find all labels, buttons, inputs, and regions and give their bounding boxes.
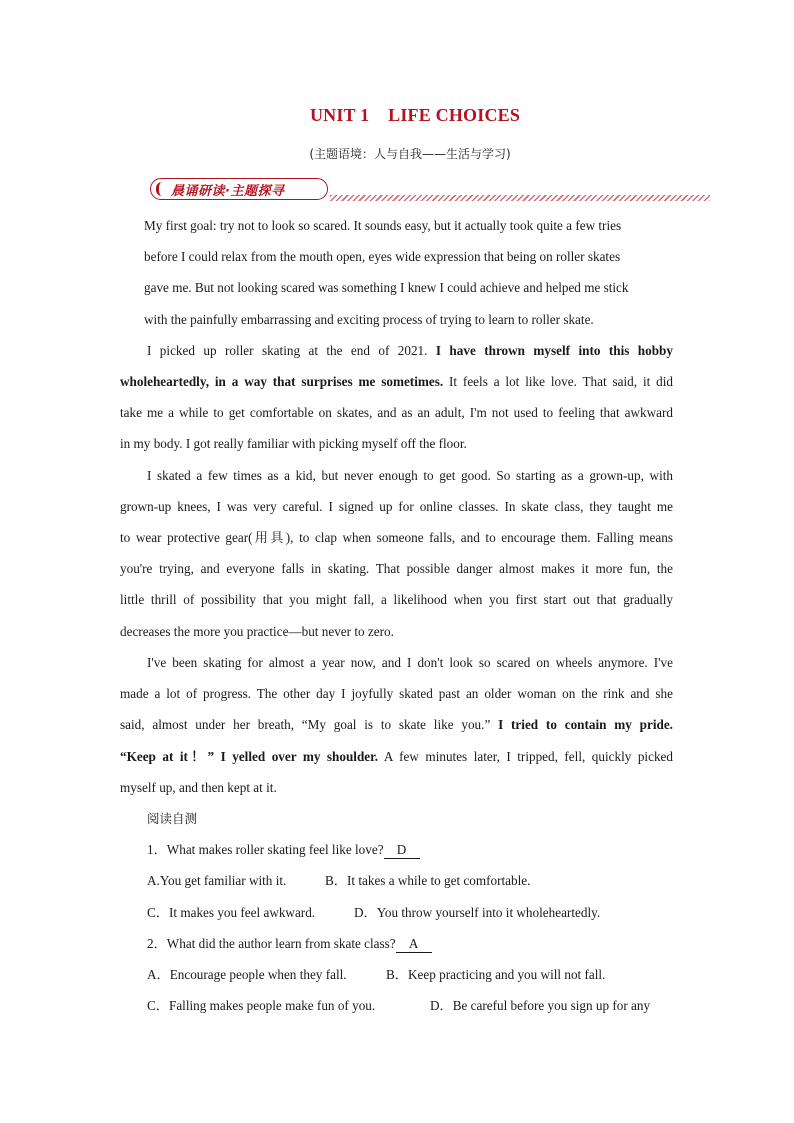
plain-text: A few minutes later, I tripped, fell, quickly picked xyxy=(378,749,673,764)
question-1 xyxy=(147,840,420,860)
section-banner-label: 晨诵研读·主题探寻 xyxy=(171,184,285,199)
paragraph-line xyxy=(120,747,673,767)
paragraph-line: before I could relax from the mouth open, eyes wide expression that being on roller skates xyxy=(144,249,621,264)
paragraph-line: you're trying, and everyone falls in skating. That possible danger almost makes it more fun, the xyxy=(120,561,673,576)
unit-title: UNIT 1 LIFE CHOICES xyxy=(309,105,521,125)
option-a: A．Encourage people when they fall. xyxy=(147,967,347,982)
paragraph-line: myself up, and then kept at it. xyxy=(120,780,277,795)
option-d: D．Be careful before you sign up for any xyxy=(430,998,651,1013)
paragraph-line xyxy=(120,372,673,392)
plain-text: It feels a lot like love. That said, it did xyxy=(443,374,673,389)
bold-text: I tried to contain my pride. xyxy=(498,717,673,732)
paragraph-line: little thrill of possibility that you might fall, a likelihood when you first start out that gradually xyxy=(120,592,673,607)
paragraph-line: I've been skating for almost a year now, and I don't look so scared on wheels anymore. I've xyxy=(147,655,673,670)
paragraph-line: to wear protective gear(用具), to clap when someone falls, and to encourage them. Falling means xyxy=(120,530,673,545)
option-d: D．You throw yourself into it wholeheartedly. xyxy=(354,905,601,920)
question-stem: 2．What did the author learn from skate class? xyxy=(147,936,396,951)
paragraph-line: gave me. But not looking scared was something I knew I could achieve and helped me stick xyxy=(144,280,629,295)
answer-blank: A xyxy=(396,936,432,953)
option-c: C．Falling makes people make fun of you. xyxy=(147,998,376,1013)
banner-hatch-rule xyxy=(330,195,710,201)
paragraph-line: decreases the more you practice—but never to zero. xyxy=(120,624,394,639)
option-c: C．It makes you feel awkward. xyxy=(147,905,316,920)
option-b: B．Keep practicing and you will not fall. xyxy=(386,967,606,982)
theme-context-subtitle: (主题语境：人与自我——生活与学习) xyxy=(309,147,511,161)
paragraph-line: I skated a few times as a kid, but never enough to get good. So starting as a grown-up, with xyxy=(147,468,673,483)
plain-text: said, almost under her breath, “My goal is to skate like you.” xyxy=(120,717,499,732)
paragraph-line xyxy=(120,715,673,735)
paragraph-line: with the painfully embarrassing and exciting process of trying to learn to roller skate. xyxy=(144,312,594,327)
paragraph-line: grown-up knees, I was very careful. I signed up for online classes. In skate class, they taught me xyxy=(120,499,673,514)
paragraph-line: My first goal: try not to look so scared. It sounds easy, but it actually took quite a few tries xyxy=(144,218,622,233)
option-b: B．It takes a while to get comfortable. xyxy=(325,873,531,888)
bold-text: “Keep at it！” I yelled over my shoulder. xyxy=(120,749,379,764)
plain-text: I picked up roller skating at the end of 2021. xyxy=(147,343,436,358)
bold-text: wholeheartedly, in a way that surprises me sometimes. xyxy=(120,374,444,389)
bold-text: I have thrown myself into this hobby xyxy=(435,343,673,358)
option-a: A.You get familiar with it. xyxy=(147,873,287,888)
banner-pill-shape xyxy=(150,178,328,200)
banner-bracket-icon xyxy=(156,182,169,196)
paragraph-line xyxy=(147,341,673,361)
question-stem: 1．What makes roller skating feel like love? xyxy=(147,842,384,857)
section-banner xyxy=(150,178,710,204)
quiz-heading: 阅读自测 xyxy=(147,811,198,826)
paragraph-line: in my body. I got really familiar with picking myself off the floor. xyxy=(120,436,467,451)
question-2 xyxy=(147,934,432,954)
paragraph-line: take me a while to get comfortable on skates, and as an adult, I'm not used to feeling that awkward xyxy=(120,405,673,420)
paragraph-line: made a lot of progress. The other day I joyfully skated past an older woman on the rink and she xyxy=(120,686,673,701)
answer-blank: D xyxy=(384,842,420,859)
